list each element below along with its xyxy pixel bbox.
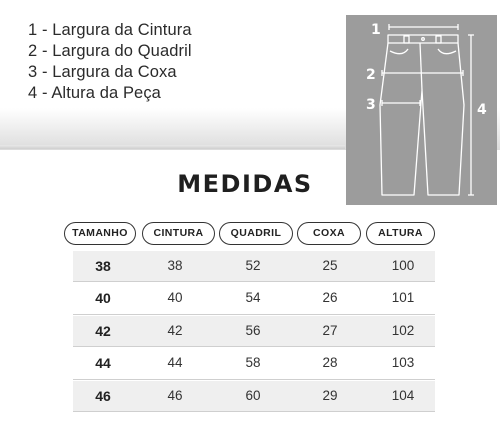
row-divider xyxy=(73,346,435,347)
header-length: ALTURA xyxy=(366,222,435,245)
table-row xyxy=(73,283,435,313)
table-row xyxy=(73,348,435,378)
cell-size: 44 xyxy=(95,355,111,371)
cell-waist: 38 xyxy=(167,258,183,273)
cell-length: 103 xyxy=(391,355,415,370)
cell-waist: 42 xyxy=(167,323,183,338)
table-row xyxy=(73,316,435,346)
cell-size: 46 xyxy=(95,388,111,404)
cell-hip: 52 xyxy=(245,258,261,273)
cell-hip: 56 xyxy=(245,323,261,338)
marker-4: 4 xyxy=(477,102,487,118)
divider-line xyxy=(0,145,345,149)
cell-thigh: 27 xyxy=(322,323,338,338)
page-title: MEDIDAS xyxy=(177,170,313,198)
header-waist: CINTURA xyxy=(142,222,215,245)
header-size: TAMANHO xyxy=(64,222,136,245)
cell-size: 40 xyxy=(95,290,111,306)
cell-length: 101 xyxy=(391,290,415,305)
cell-waist: 40 xyxy=(167,290,183,305)
table-row xyxy=(73,251,435,281)
marker-1: 1 xyxy=(371,22,381,38)
legend-item-thigh: 3 - Largura da Coxa xyxy=(28,63,177,81)
cell-size: 42 xyxy=(95,323,111,339)
row-divider xyxy=(73,281,435,282)
cell-thigh: 25 xyxy=(322,258,338,273)
cell-length: 102 xyxy=(391,323,415,338)
legend-item-waist: 1 - Largura da Cintura xyxy=(28,21,192,39)
row-divider xyxy=(73,314,435,315)
row-divider xyxy=(73,411,435,412)
cell-waist: 46 xyxy=(167,388,183,403)
table-header xyxy=(62,222,442,246)
cell-length: 104 xyxy=(391,388,415,403)
cell-hip: 58 xyxy=(245,355,261,370)
marker-2: 2 xyxy=(366,67,376,83)
row-divider xyxy=(73,379,435,380)
cell-thigh: 28 xyxy=(322,355,338,370)
legend-item-length: 4 - Altura da Peça xyxy=(28,84,161,102)
legend-item-hip: 2 - Largura do Quadril xyxy=(28,42,192,60)
cell-thigh: 26 xyxy=(322,290,338,305)
cell-hip: 60 xyxy=(245,388,261,403)
cell-hip: 54 xyxy=(245,290,261,305)
measurement-legend xyxy=(28,20,192,104)
marker-3: 3 xyxy=(366,97,376,113)
cell-thigh: 29 xyxy=(322,388,338,403)
cell-length: 100 xyxy=(391,258,415,273)
header-thigh: COXA xyxy=(297,222,361,245)
cell-waist: 44 xyxy=(167,355,183,370)
cell-size: 38 xyxy=(95,258,111,274)
table-row xyxy=(73,381,435,411)
header-hip: QUADRIL xyxy=(219,222,293,245)
